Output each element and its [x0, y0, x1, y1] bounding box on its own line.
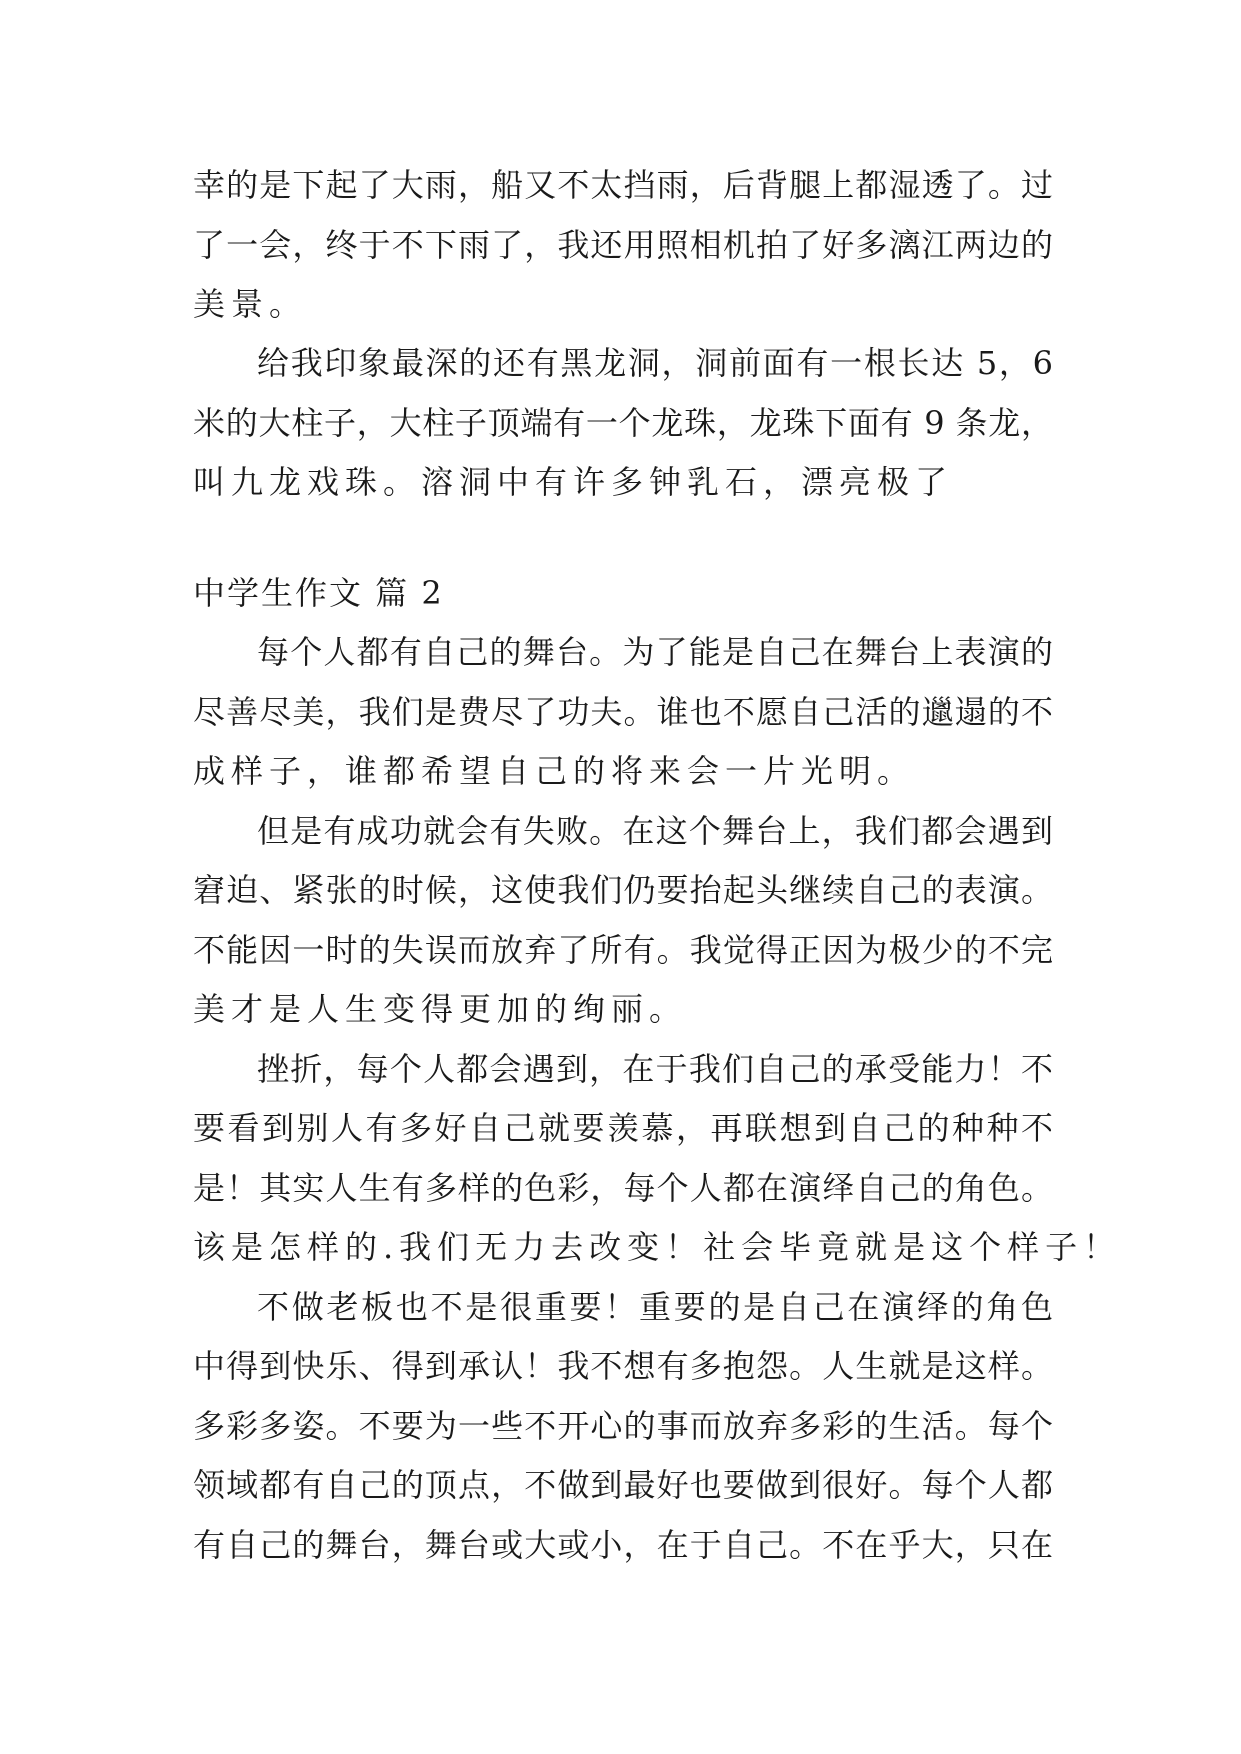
paragraph-line: 不能因一时的失误而放弃了所有。我觉得正因为极少的不完 — [193, 931, 1053, 969]
paragraph-line: 有自己的舞台，舞台或大或小，在于自己。不在乎大，只在 — [193, 1526, 1053, 1564]
paragraph-line: 叫九龙戏珠。溶洞中有许多钟乳石，漂亮极了 — [193, 463, 954, 501]
paragraph-line: 中得到快乐、得到承认！我不想有多抱怨。人生就是这样。 — [193, 1347, 1053, 1385]
paragraph-line: 不做老板也不是很重要！重要的是自己在演绎的角色 — [257, 1288, 1053, 1326]
paragraph-line: 窘迫、紧张的时候，这使我们仍要抬起头继续自己的表演。 — [193, 871, 1053, 909]
paragraph-line: 该是怎样的.我们无力去改变！社会毕竟就是这个样子！ — [193, 1228, 1122, 1266]
paragraph-line: 米的大柱子，大柱子顶端有一个龙珠，龙珠下面有 9 条龙， — [193, 404, 1053, 442]
paragraph-line: 要看到别人有多好自己就要羡慕，再联想到自己的种种不 — [193, 1109, 1053, 1147]
paragraph-line: 挫折，每个人都会遇到，在于我们自己的承受能力！不 — [257, 1050, 1053, 1088]
paragraph-line: 是！其实人生有多样的色彩，每个人都在演绎自己的角色。 — [193, 1169, 1053, 1207]
paragraph-line: 但是有成功就会有失败。在这个舞台上，我们都会遇到 — [257, 812, 1053, 850]
paragraph-line: 美才是人生变得更加的绚丽。 — [193, 990, 688, 1028]
paragraph-line: 幸的是下起了大雨，船又不太挡雨，后背腿上都湿透了。过 — [193, 166, 1053, 204]
section-heading: 中学生作文 篇 2 — [193, 574, 444, 612]
paragraph-line: 成样子，谁都希望自己的将来会一片光明。 — [193, 752, 916, 790]
paragraph-line: 美景。 — [193, 285, 308, 323]
paragraph-line: 尽善尽美，我们是费尽了功夫。谁也不愿自己活的邋遢的不 — [193, 693, 1053, 731]
paragraph-line: 每个人都有自己的舞台。为了能是自己在舞台上表演的 — [257, 633, 1053, 671]
paragraph-line: 了一会，终于不下雨了，我还用照相机拍了好多漓江两边的 — [193, 226, 1053, 264]
paragraph-line: 给我印象最深的还有黑龙洞，洞前面有一根长达 5，6 — [257, 344, 1053, 382]
paragraph-line: 领域都有自己的顶点，不做到最好也要做到很好。每个人都 — [193, 1466, 1053, 1504]
paragraph-line: 多彩多姿。不要为一些不开心的事而放弃多彩的生活。每个 — [193, 1407, 1053, 1445]
